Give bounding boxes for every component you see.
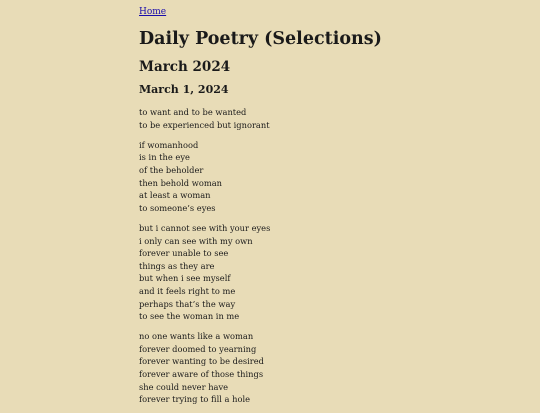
- poem-line: no one wants like a woman: [139, 331, 254, 342]
- poem-line: but when i see myself: [139, 273, 231, 284]
- poem-line: to someone’s eyes: [139, 202, 216, 213]
- poem-line: but i cannot see with your eyes: [139, 222, 271, 233]
- page-title: Daily Poetry (Selections): [139, 29, 382, 49]
- entry-date-heading: March 1, 2024: [139, 83, 229, 96]
- home-link[interactable]: Home: [139, 7, 167, 17]
- poem-line: forever aware of those things: [139, 369, 264, 380]
- poem-body: [139, 106, 439, 413]
- poem-line: to be experienced but ignorant: [139, 119, 270, 130]
- poem-line: then behold woman: [139, 177, 222, 188]
- poem-line: forever doomed to yearning: [139, 343, 257, 354]
- poem-line: forever wanting to be desired: [139, 356, 264, 367]
- poem-line: to want and to be wanted: [139, 107, 247, 117]
- poem-line: she could never have: [139, 381, 229, 392]
- poem-line: forever unable to see: [139, 248, 229, 259]
- stanza: [139, 106, 439, 131]
- month-heading: March 2024: [139, 59, 231, 75]
- poem-line: perhaps that’s the way: [139, 298, 236, 309]
- poem-line: to see the woman in me: [139, 311, 240, 322]
- poem-line: is in the eye: [139, 152, 190, 163]
- poem-line: and it feels right to me: [139, 285, 236, 296]
- stanza: [139, 222, 439, 323]
- stanza: [139, 139, 439, 215]
- poem-line: of the beholder: [139, 164, 204, 175]
- poem-line: forever trying to fill a hole: [139, 394, 251, 405]
- poem-line: things as they are: [139, 260, 215, 271]
- poem-line: i only can see with my own: [139, 235, 253, 246]
- poem-line: if womanhood: [139, 139, 199, 150]
- stanza: [139, 330, 439, 406]
- poem-line: at least a woman: [139, 190, 211, 201]
